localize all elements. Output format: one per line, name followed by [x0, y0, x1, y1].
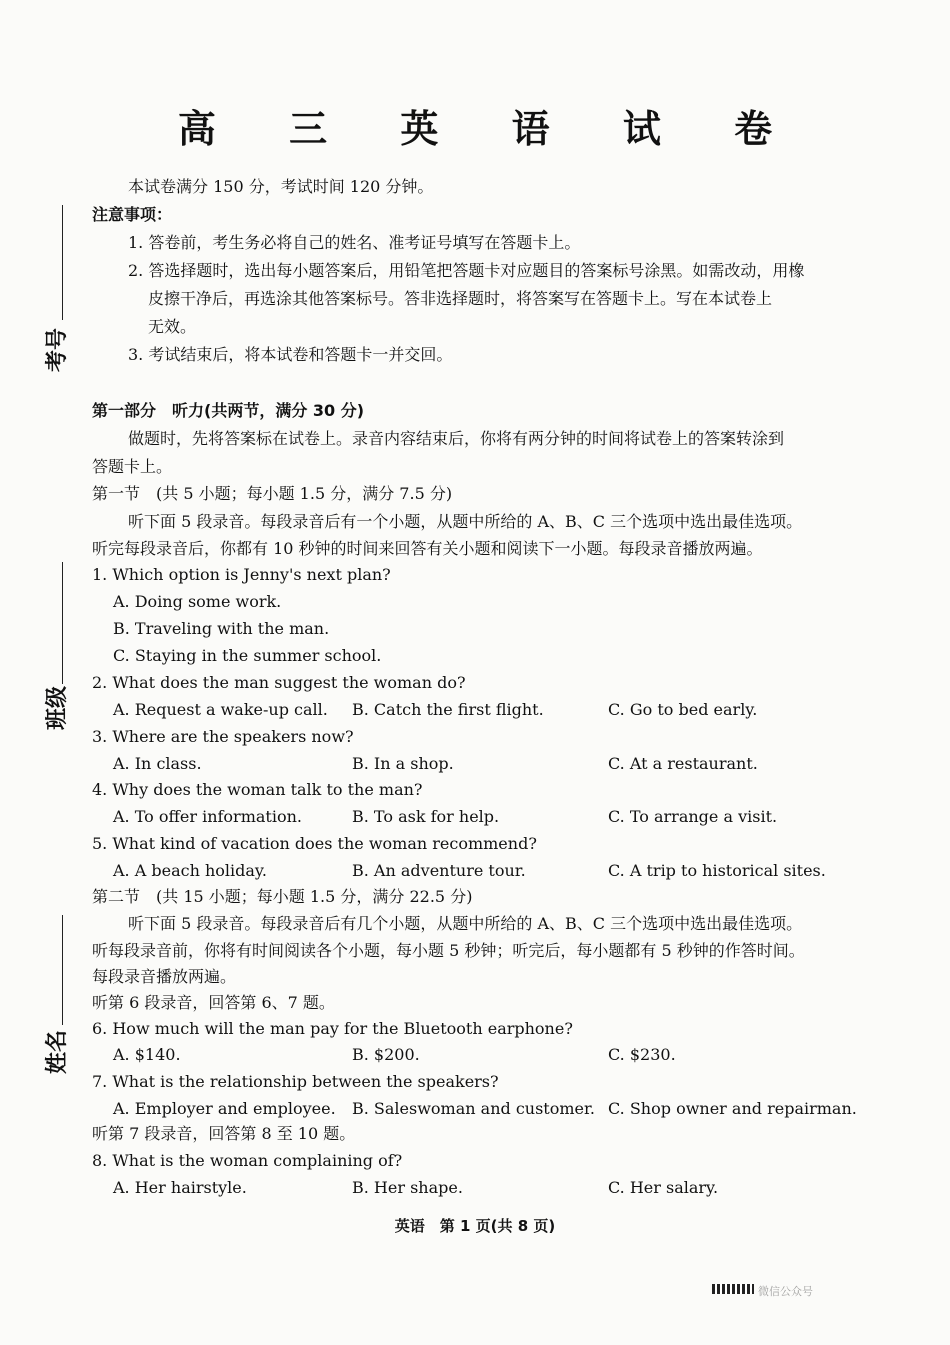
q1-option-a: A. Doing some work.: [113, 592, 282, 611]
section2-instruction: 听下面 5 段录音。每段录音后有几个小题，从题中所给的 A、B、C 三个选项中选出最佳选项。: [128, 914, 803, 933]
question-1: 1. Which option is Jenny's next plan?: [92, 565, 391, 584]
question-8: 8. What is the woman complaining of?: [92, 1151, 403, 1170]
q4-option-a: A. To offer information.: [113, 807, 302, 826]
question-2: 2. What does the man suggest the woman do?: [92, 673, 466, 692]
watermark: 微信公众号: [758, 1285, 813, 1298]
question-7: 7. What is the relationship between the speakers?: [92, 1072, 499, 1091]
part1-instruction: 答题卡上。: [92, 457, 173, 476]
q4-option-c: C. To arrange a visit.: [608, 807, 778, 826]
page-title: 高 三 英 语 试 卷: [177, 107, 803, 151]
q2-option-b: B. Catch the first flight.: [352, 700, 544, 719]
q8-option-b: B. Her shape.: [352, 1178, 463, 1197]
q6-option-c: C. $230.: [608, 1045, 676, 1064]
section1-instruction: 听下面 5 段录音。每段录音后有一个小题，从题中所给的 A、B、C 三个选项中选出最佳选项。: [128, 512, 803, 531]
qr-code-icon: [712, 1284, 754, 1294]
q4-option-b: B. To ask for help.: [352, 807, 500, 826]
segment-7-heading: 听第 7 段录音，回答第 8 至 10 题。: [92, 1124, 356, 1143]
question-4: 4. Why does the woman talk to the man?: [92, 780, 423, 799]
q2-option-a: A. Request a wake-up call.: [113, 700, 328, 719]
notice-item: 3. 考试结束后，将本试卷和答题卡一并交回。: [128, 345, 453, 364]
kaohao-line: [62, 205, 63, 320]
part1-instruction: 做题时，先将答案标在试卷上。录音内容结束后，你将有两分钟的时间将试卷上的答案转涂到: [128, 429, 785, 448]
page-footer: 英语 第 1 页(共 8 页): [394, 1217, 556, 1235]
question-5: 5. What kind of vacation does the woman recommend?: [92, 834, 537, 853]
kaohao-label: 考号: [45, 327, 70, 372]
notice-heading: 注意事项：: [92, 205, 173, 224]
q7-option-b: B. Saleswoman and customer.: [352, 1099, 595, 1118]
section1-instruction: 听完每段录音后，你都有 10 秒钟的时间来回答有关小题和阅读下一小题。每段录音播放两遍。: [92, 539, 763, 558]
q5-option-c: C. A trip to historical sites.: [608, 861, 826, 880]
section2-instruction: 听每段录音前，你将有时间阅读各个小题，每小题 5 秒钟；听完后，每小题都有 5 秒钟的作答时间。: [92, 941, 805, 960]
banji-label: 班级: [45, 685, 70, 730]
q1-option-c: C. Staying in the summer school.: [113, 646, 382, 665]
question-3: 3. Where are the speakers now?: [92, 727, 354, 746]
xingming-line: [62, 915, 63, 1025]
q3-option-b: B. In a shop.: [352, 754, 454, 773]
q7-option-c: C. Shop owner and repairman.: [608, 1099, 857, 1118]
banji-line: [62, 562, 63, 684]
notice-item: 皮擦干净后，再选涂其他答案标号。答非选择题时，将答案写在答题卡上。写在本试卷上: [148, 289, 773, 308]
q3-option-a: A. In class.: [113, 754, 202, 773]
q3-option-c: C. At a restaurant.: [608, 754, 758, 773]
intro-text: 本试卷满分 150 分，考试时间 120 分钟。: [128, 177, 434, 196]
q8-option-a: A. Her hairstyle.: [113, 1178, 247, 1197]
q7-option-a: A. Employer and employee.: [113, 1099, 336, 1118]
section1-heading: 第一节 (共 5 小题；每小题 1.5 分，满分 7.5 分): [92, 484, 453, 503]
segment-6-heading: 听第 6 段录音，回答第 6、7 题。: [92, 993, 335, 1012]
q6-option-b: B. $200.: [352, 1045, 420, 1064]
notice-item: 2. 答选择题时，选出每小题答案后，用铅笔把答题卡对应题目的答案标号涂黑。如需改动，用橡: [128, 261, 805, 280]
q5-option-a: A. A beach holiday.: [113, 861, 267, 880]
section2-instruction: 每段录音播放两遍。: [92, 967, 237, 986]
q2-option-c: C. Go to bed early.: [608, 700, 758, 719]
section2-heading: 第二节 (共 15 小题；每小题 1.5 分，满分 22.5 分): [92, 887, 473, 906]
q6-option-a: A. $140.: [113, 1045, 181, 1064]
xingming-label: 姓名: [45, 1029, 70, 1074]
q5-option-b: B. An adventure tour.: [352, 861, 526, 880]
q1-option-b: B. Traveling with the man.: [113, 619, 330, 638]
q8-option-c: C. Her salary.: [608, 1178, 719, 1197]
part1-heading: 第一部分 听力(共两节，满分 30 分): [92, 401, 365, 420]
notice-item: 1. 答卷前，考生务必将自己的姓名、准考证号填写在答题卡上。: [128, 233, 581, 252]
question-6: 6. How much will the man pay for the Bluetooth earphone?: [92, 1019, 573, 1038]
notice-item: 无效。: [148, 317, 197, 336]
